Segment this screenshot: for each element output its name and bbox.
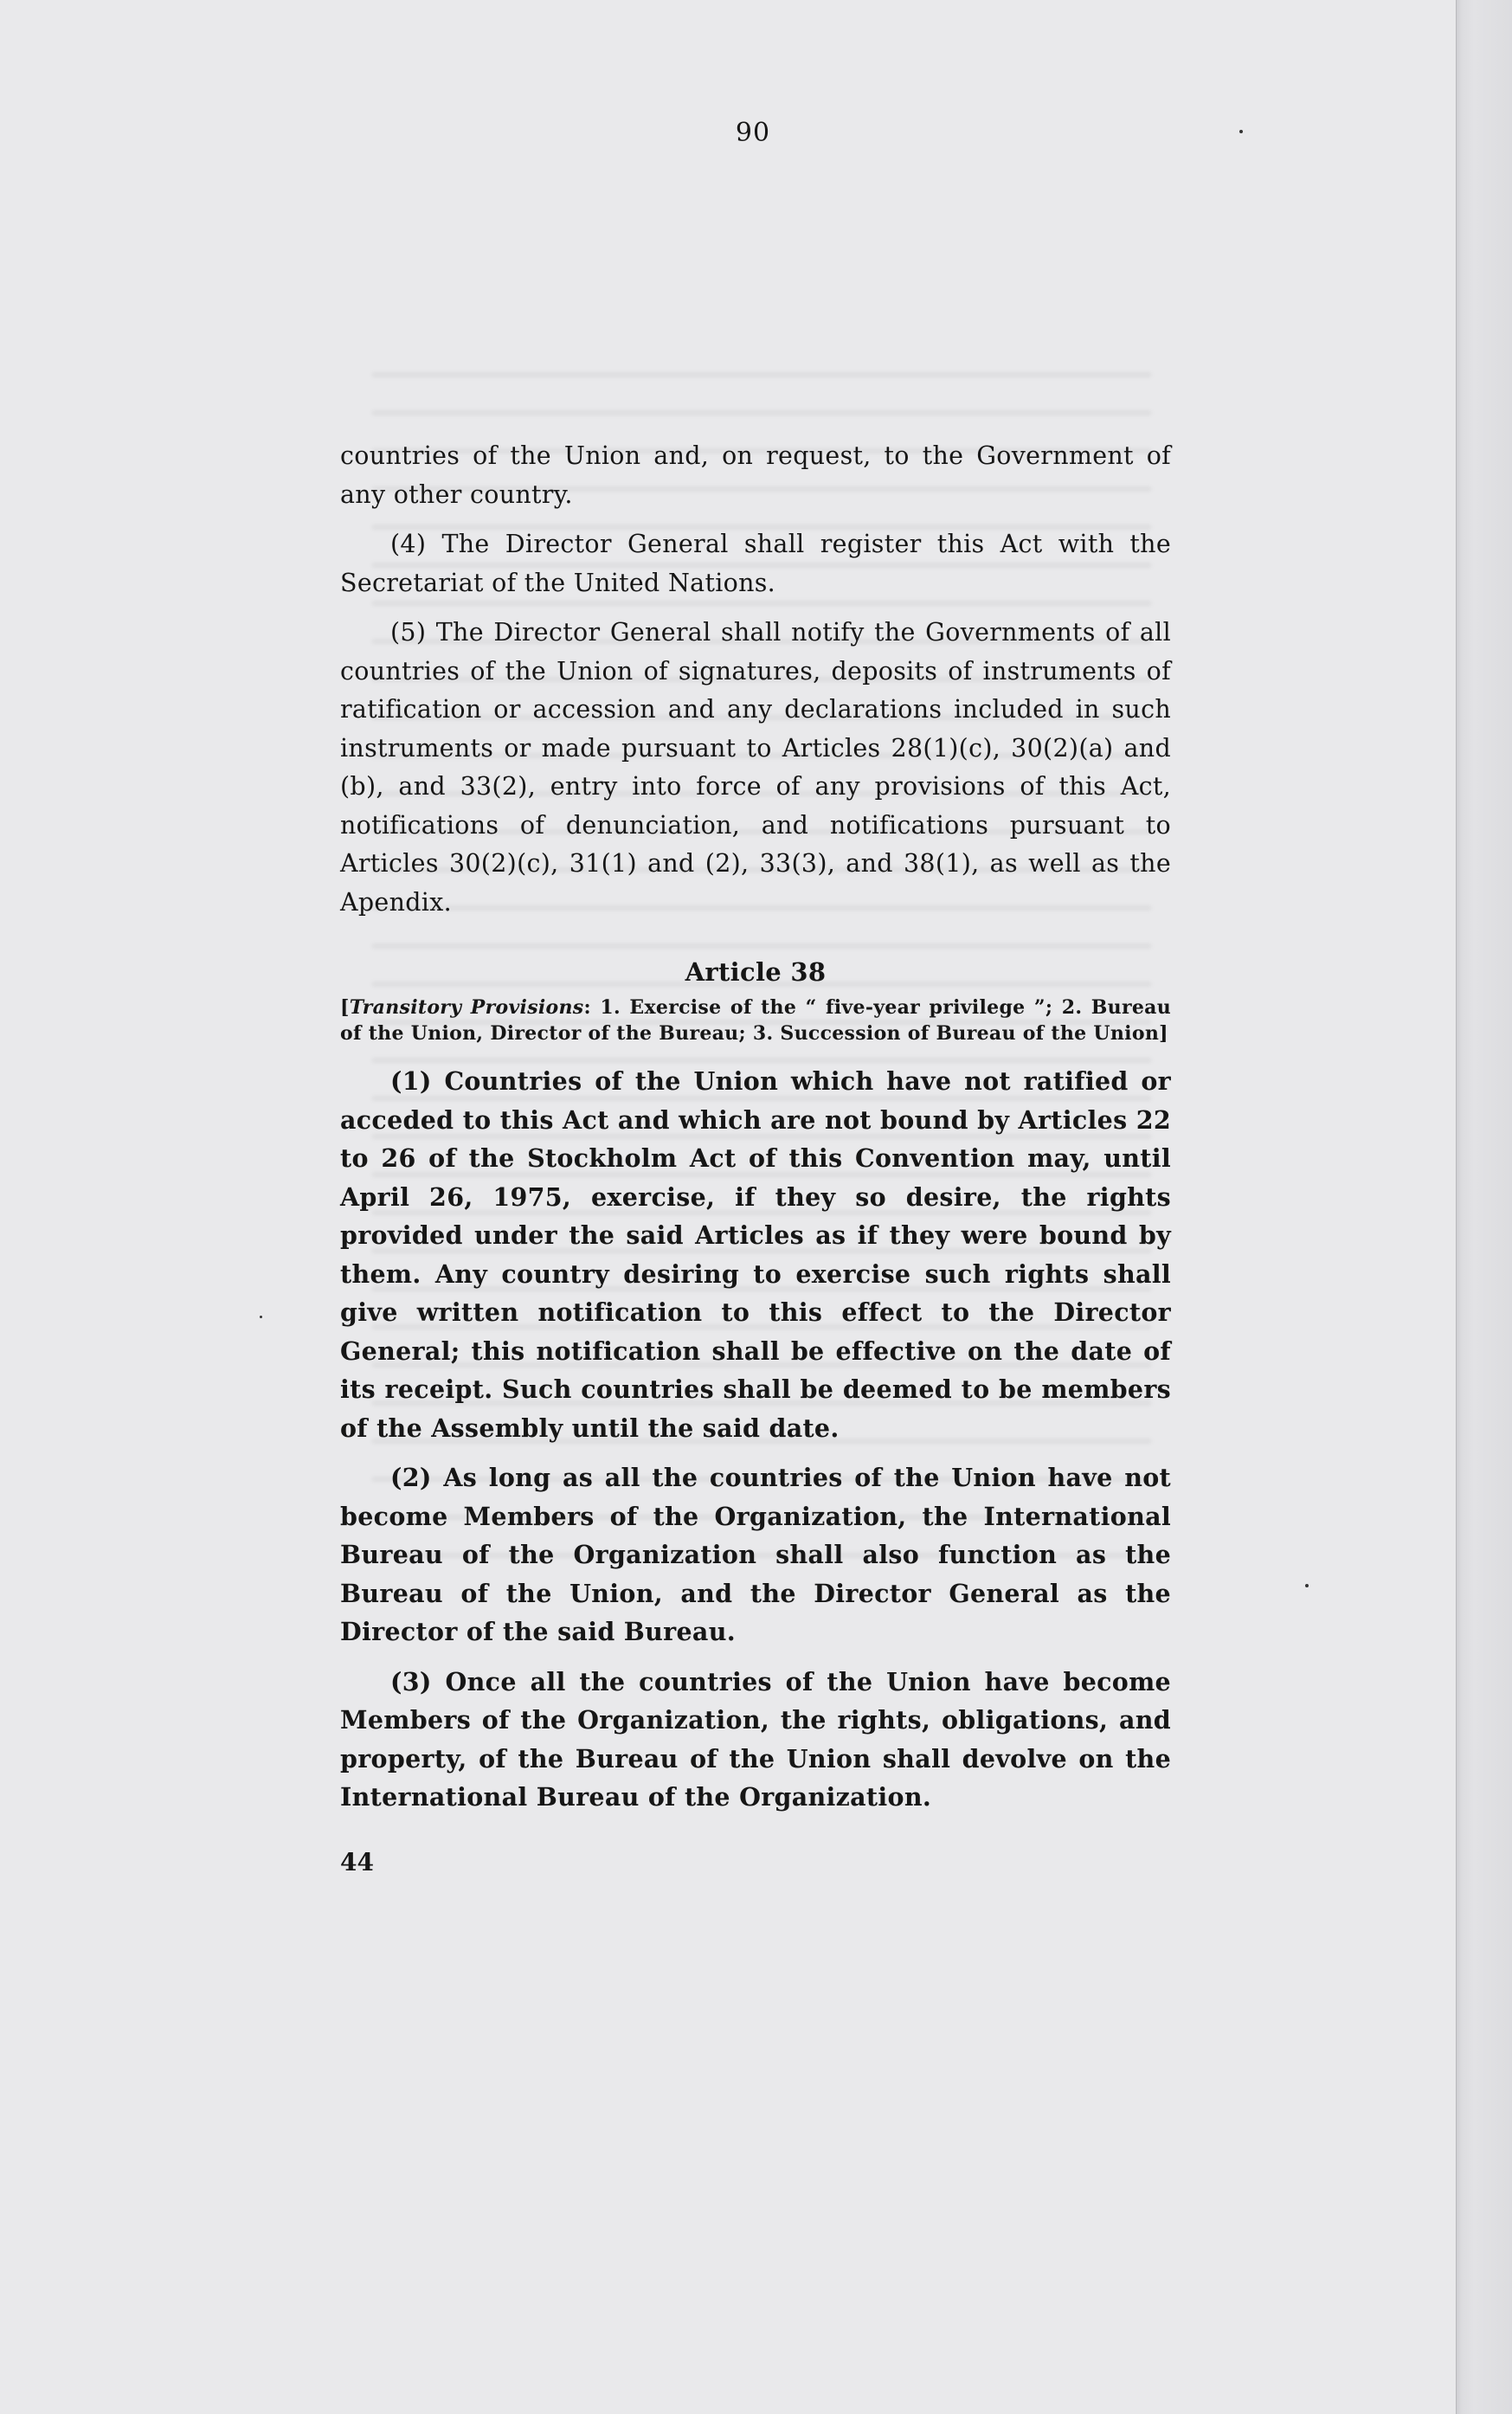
- article-paragraph-1: (1) Countries of the Union which have not ratified or acceded to this Act and which are not bound by Articles 22 to 26 of the Stockholm Act of this Convention may, until April 26, 1975, exercise, if they so desire, the rights provided under the said Articles as if they were bound by them. Any country desiring to exercise such rights shall give written notification to this effect to the Director General; this notification shall be effective on the date of its receipt. Such countries shall be deemed to be members of the Assembly until the said date.: [340, 1066, 1171, 1443]
- page-edge-shadow: [1456, 0, 1512, 2414]
- document-body: [340, 437, 1171, 1828]
- paragraph-5: (5) The Director General shall notify the Governments of all countries of the Union of signatures, deposits of instruments of ratification or accession and any declarations included in such instruments or made pursuant to Articles 28(1)(c), 30(2)(a) and (b), and 33(2), entry into force of any provisions of this Act, notifications of denunciation, and notifications pursuant to Articles 30(2)(c), 31(1) and (2), 33(3), and 38(1), as well as the Apendix.: [340, 618, 1171, 917]
- paragraph-4: (4) The Director General shall register this Act with the Secretariat of the United Nations.: [340, 530, 1171, 597]
- scan-speck: [1305, 1584, 1309, 1587]
- subtitle-text: : 1. Exercise of the “ five-year privilege ”; 2. Bureau of the Union, Director of the Bureau; 3. Succession of Bureau of the Union: [340, 996, 1171, 1045]
- scan-speck: [260, 1316, 262, 1318]
- article-subtitle: [340, 995, 1171, 1046]
- article-paragraph-3: (3) Once all the countries of the Union have become Members of the Organization, the rights, obligations, and property, of the Bureau of the Union shall devolve on the International Bureau of the Organization.: [340, 1666, 1171, 1812]
- article-heading: Article 38: [685, 957, 827, 987]
- article-paragraph-2: (2) As long as all the countries of the Union have not become Members of the Organization, the International Bureau of the Organization shall also function as the Bureau of the Union, and the Director General as the Director of the said Bureau.: [340, 1463, 1171, 1646]
- subtitle-bracket-open: [: [340, 996, 350, 1019]
- footer-page-number: 44: [340, 1848, 374, 1876]
- page-number: 90: [735, 118, 771, 148]
- paragraph-continuation: countries of the Union and, on request, to the Government of any other country.: [340, 441, 1171, 509]
- subtitle-label: Transitory Provisions: [349, 996, 584, 1019]
- subtitle-bracket-close: ]: [1159, 1022, 1168, 1045]
